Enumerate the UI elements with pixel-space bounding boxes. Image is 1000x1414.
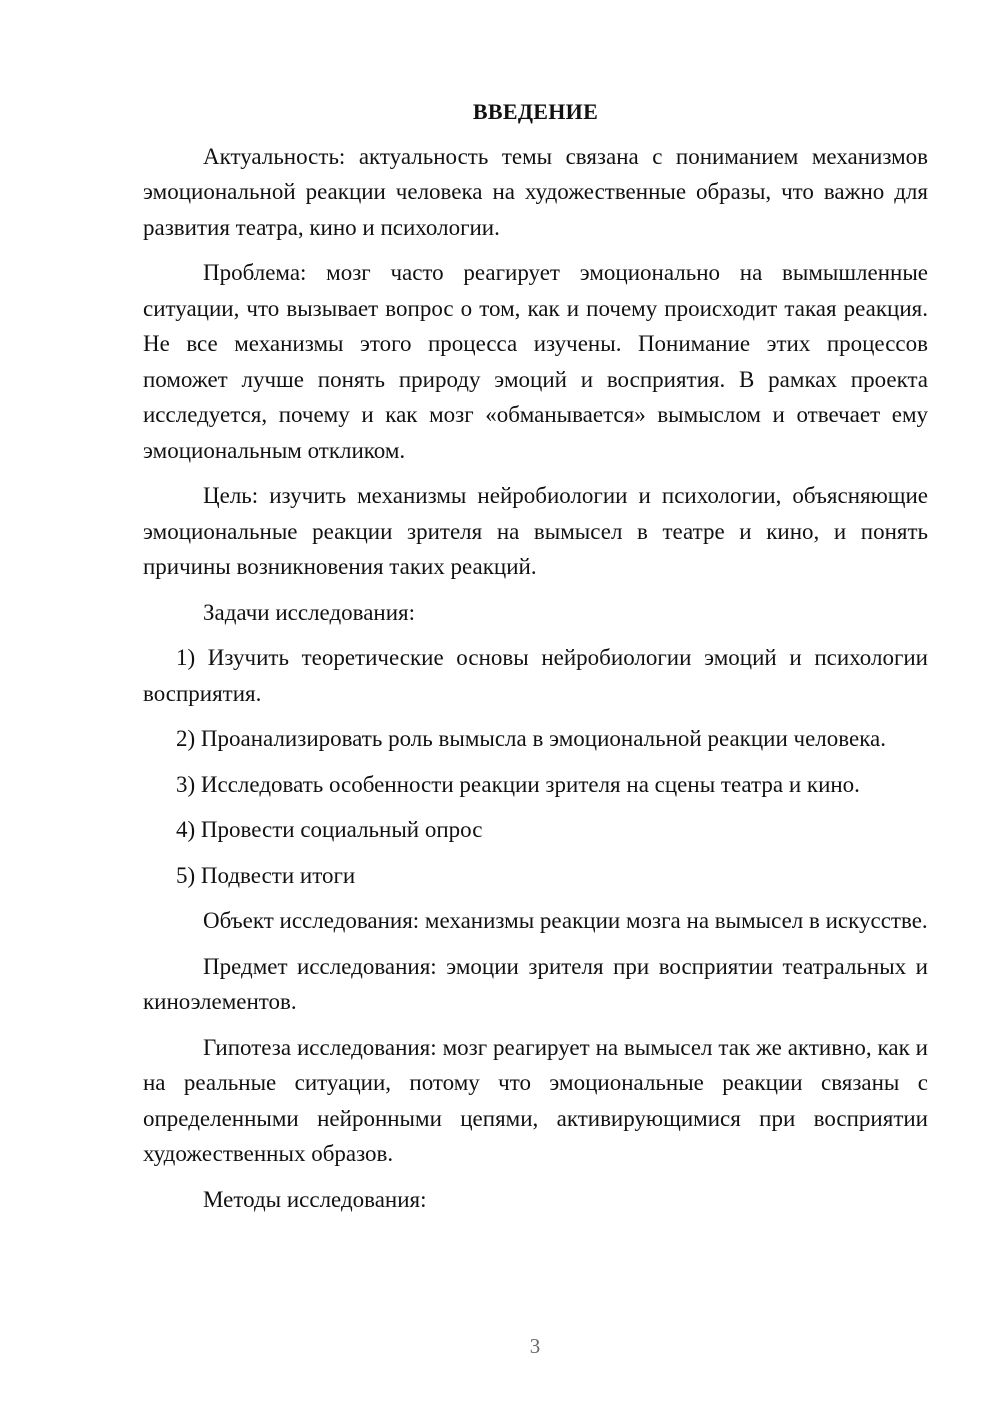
paragraph-object: Объект исследования: механизмы реакции мозга на вымысел в искусстве.	[203, 908, 928, 933]
paragraph-problem: Проблема: мозг часто реагирует эмоционально на вымышленные ситуации, что вызывает вопрос о том, как и почему происходит такая реакция. Не все механизмы этого процесса изучены. Понимание этих процессов поможет лучше понять природу эмоций и восприятия. В рамках проекта исследуется, почему и как мозг «обманывается» вымыслом и отвечает ему эмоциональным откликом.	[143, 260, 928, 463]
paragraph-methods: Методы исследования:	[203, 1186, 427, 1212]
paragraph-subject: Предмет исследования: эмоции зрителя при восприятии театральных и киноэлементов.	[143, 953, 928, 1014]
paragraph-goal: Цель: изучить механизмы нейробиологии и психологии, объясняющие эмоциональные реакции зрителя на вымысел в театре и кино, и понять причины возникновения таких реакций.	[143, 483, 928, 579]
section-heading: ВВЕДЕНИЕ	[472, 99, 599, 124]
page-number: 3	[529, 1334, 541, 1358]
task-item-5: 5) Подвести итоги	[176, 862, 356, 888]
paragraph-hypothesis: Гипотеза исследования: мозг реагирует на вымысел так же активно, как и на реальные ситуации, потому что эмоциональные реакции связаны с определенными нейронными цепями, активирующимися при восприятии художественных образов.	[143, 1034, 928, 1166]
task-item-1: 1) Изучить теоретические основы нейробиологии эмоций и психологии восприятия.	[143, 645, 928, 706]
task-item-2: 2) Проанализировать роль вымысла в эмоциональной реакции человека.	[176, 726, 886, 751]
paragraph-relevance: Актуальность: актуальность темы связана с пониманием механизмов эмоциональной реакции человека на художественные образы, что важно для развития театра, кино и психологии.	[143, 143, 928, 240]
task-item-3: 3) Исследовать особенности реакции зрителя на сцены театра и кино.	[176, 771, 860, 797]
task-item-4: 4) Провести социальный опрос	[176, 817, 483, 842]
page-content	[143, 94, 928, 1227]
tasks-title: Задачи исследования:	[203, 599, 416, 625]
